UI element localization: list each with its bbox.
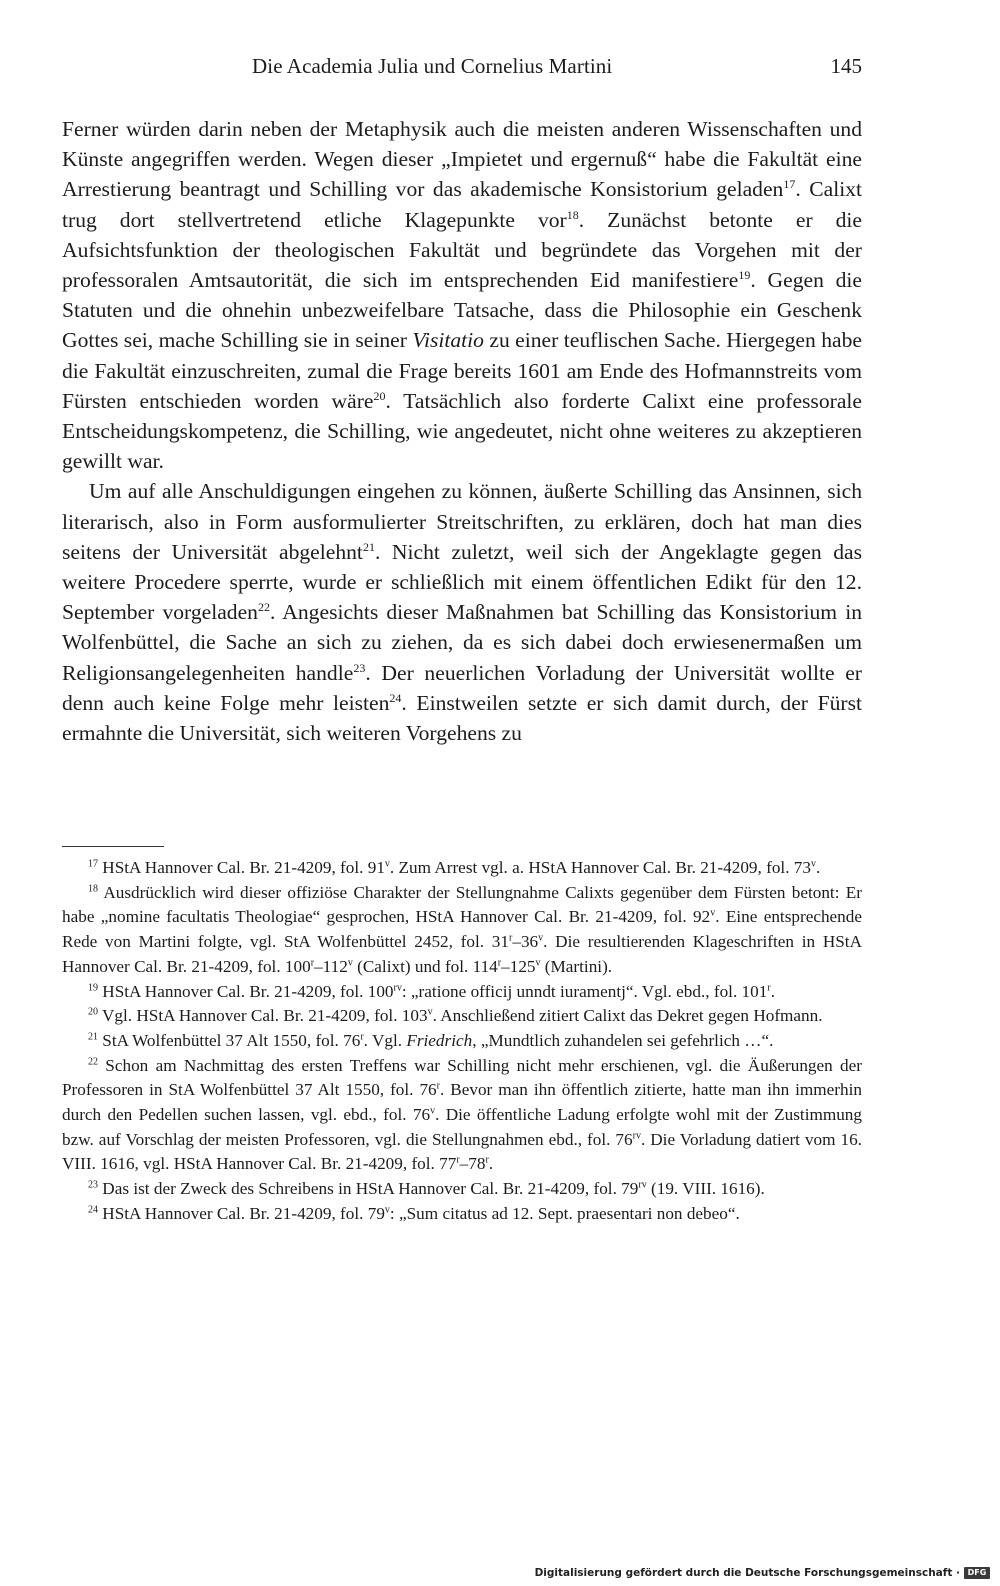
footnote-ref-18: 18 — [566, 207, 579, 222]
text-run: . Eine entsprechende Rede von Martini folgte, vgl. StA Wolfenbüttel 2452, fol. 31 — [62, 907, 862, 952]
folio-side: r — [456, 1154, 460, 1166]
text-run: (Calixt) und fol. 114 — [352, 956, 498, 976]
footnote-18 — [62, 881, 862, 980]
footnote-ref-17: 17 — [783, 177, 796, 192]
footnote-ref-22: 22 — [257, 600, 270, 615]
footnote-ref-21: 21 — [362, 539, 375, 554]
footnotes — [62, 856, 862, 1227]
folio-side: v — [384, 1204, 390, 1216]
text-run: . Einstweilen setzte er sich damit durch, der Fürst ermahnte die Universität, sich weiteren Vorgehens zu — [62, 690, 862, 746]
text-run: . Die Vorladung datiert vom 16. VIII. 1616, vgl. HStA Hannover Cal. Br. 21-4209, fol. 77 — [62, 1129, 862, 1174]
folio-side: rv — [393, 981, 402, 993]
text-run: . — [815, 858, 821, 877]
footnote-mark: 18 — [88, 882, 98, 894]
running-title: Die Academia Julia und Cornelius Martini — [252, 54, 613, 78]
text-run: –36 — [512, 932, 539, 952]
footnote-24 — [62, 1202, 862, 1227]
paragraph-2 — [62, 476, 862, 748]
footnote-21 — [62, 1029, 862, 1054]
footnote-ref-19: 19 — [738, 267, 751, 282]
footnote-20 — [62, 1004, 862, 1029]
text-run: –112 — [314, 956, 348, 976]
text-run: HStA Hannover Cal. Br. 21-4209, fol. 91 — [98, 858, 385, 877]
dfg-logo: DFG — [964, 1567, 990, 1579]
text-run: –78 — [459, 1154, 486, 1174]
folio-side: v — [427, 1006, 433, 1018]
text-run: : „ratione officij unndt iuramentj“. Vgl. ebd., fol. 101 — [401, 981, 768, 1001]
folio-side: rv — [638, 1179, 647, 1191]
footnote-mark: 23 — [88, 1179, 98, 1191]
footnote-mark: 20 — [88, 1006, 98, 1018]
folio-side: v — [535, 957, 541, 969]
footnote-ref-24: 24 — [389, 690, 402, 705]
text-run: . Angesichts dieser Maßnahmen bat Schilling das Konsistorium in Wolfenbüttel, die Sache an sich zu ziehen, da es sich dabei doch erwiesenermaßen um Religionsangelegenheiten handle — [62, 600, 862, 685]
text-run: Um auf alle Anschuldigungen eingehen zu können, äußerte Schilling das Ansinnen, sich literarisch, also in Form ausformulierter Streitschriften, zu erklären, doch hat man dies seitens der Universität abgelehnt — [62, 479, 862, 564]
folio-side: r — [310, 957, 315, 969]
text-run: . Zum Arrest vgl. a. HStA Hannover Cal. Br. 21-4209, fol. 73 — [389, 858, 811, 877]
folio-side: r — [767, 981, 771, 993]
text-run: Das ist der Zweck des Schreibens in HStA Hannover Cal. Br. 21-4209, fol. 79 — [98, 1179, 639, 1199]
text-run: , „Mundtlich zuhandelen sei gefehrlich …“. — [472, 1030, 774, 1050]
footnote-mark: 17 — [88, 858, 98, 870]
folio-side: r — [497, 957, 502, 969]
footnote-divider — [62, 846, 164, 847]
footnote-mark: 21 — [88, 1031, 98, 1043]
text-run: . — [488, 1154, 494, 1174]
text-run: –125 — [501, 956, 536, 976]
folio-side: v — [347, 957, 353, 969]
text-run: (19. VIII. 1616). — [646, 1179, 765, 1199]
text-run: . Die öffentliche Ladung erfolgte wohl mit der Zustimmung bzw. auf Vorschlag der meisten Professoren, vgl. die Stellungnahmen ebd., fol. 76 — [62, 1105, 862, 1149]
text-run: HStA Hannover Cal. Br. 21-4209, fol. 100 — [98, 981, 394, 1001]
text-run: . Die resultierenden Klageschriften in HStA Hannover Cal. Br. 21-4209, fol. 100 — [62, 932, 862, 976]
folio-side: v — [538, 932, 544, 944]
text-run: . Nicht zuletzt, weil sich der Angeklagte gegen das weitere Procedere sperrte, wurde er schließlich mit einem öffentlichen Edikt für den 12. September vorgeladen — [62, 539, 862, 625]
author-name: Friedrich — [406, 1030, 473, 1050]
folio-side: v — [430, 1105, 436, 1117]
text-run: : „Sum citatus ad 12. Sept. praesentari non debeo“. — [389, 1203, 740, 1223]
text-run: zu einer teuflischen Sache. Hiergegen habe die Fakultät einzuschreiten, zumal die Frage bereits 1601 am Ende des Hofmannstreits vom Fürsten entschieden worden wäre — [62, 328, 862, 413]
folio-side: v — [810, 858, 816, 870]
footer-text: Digitalisierung gefördert durch die Deutsche Forschungsgemeinschaft · — [534, 1567, 960, 1579]
footnote-23 — [62, 1177, 862, 1202]
folio-side: r — [509, 932, 513, 944]
text-run: . — [770, 981, 775, 1001]
footnote-ref-20: 20 — [373, 388, 386, 403]
text-run: Vgl. HStA Hannover Cal. Br. 21-4209, fol. 103 — [98, 1006, 428, 1026]
paragraph-1 — [62, 114, 862, 476]
folio-side: rv — [632, 1130, 641, 1141]
text-run: . Vgl. — [363, 1030, 407, 1050]
text-run: . Anschließend zitiert Calixt das Dekret gegen Hofmann. — [432, 1006, 823, 1026]
running-header — [62, 54, 862, 88]
footnote-mark: 22 — [88, 1055, 98, 1067]
footnote-17 — [62, 856, 862, 881]
folio-side: r — [485, 1154, 489, 1166]
body-text — [62, 114, 862, 748]
text-run: Schon am Nachmittag des ersten Treffens war Schilling nicht mehr erschienen, vgl. die Äußerungen der Professoren in StA Wolfenbüttel 37 Alt 1550, fol. 76 — [62, 1055, 862, 1100]
footnote-22 — [62, 1054, 862, 1178]
footnote-ref-23: 23 — [353, 660, 366, 675]
footnote-mark: 24 — [88, 1204, 98, 1216]
text-run: . Gegen die Statuten und die ohnehin unbezweifelbare Tatsache, dass die Philosophie ein Geschenk Gottes sei, mache Schilling sie in seiner — [62, 268, 862, 353]
footnote-19 — [62, 980, 862, 1005]
text-run: . Calixt trug dort stellvertretend etliche Klagepunkte vor — [62, 177, 862, 232]
text-run: HStA Hannover Cal. Br. 21-4209, fol. 79 — [98, 1203, 385, 1223]
italic-title: Visitatio — [412, 328, 484, 353]
digitization-footer — [535, 1566, 990, 1580]
text-run: . Der neuerlichen Vorladung der Universität wollte er denn auch keine Folge mehr leisten — [62, 660, 862, 715]
page-number: 145 — [830, 54, 862, 78]
text-run: . Tatsächlich also forderte Calixt eine professorale Entscheidungskompetenz, die Schilling, wie angedeutet, nicht ohne weiteres zu akzeptieren gewillt war. — [62, 388, 862, 474]
folio-side: r — [436, 1080, 440, 1092]
text-run: StA Wolfenbüttel 37 Alt 1550, fol. 76 — [98, 1030, 361, 1050]
folio-side: r — [360, 1031, 364, 1043]
text-run: Ausdrücklich wird dieser offiziöse Charakter der Stellungnahme Calixts gegenüber dem Fürsten betont: Er habe „nomine facultatis Theologiae“ gesprochen, HStA Hannover Cal. Br. 21-4209, fol. 92 — [62, 882, 862, 927]
text-run: . Bevor man ihn öffentlich zitierte, hatte man ihn immerhin durch den Pedellen suchen lassen, vgl. ebd., fol. 76 — [62, 1080, 862, 1125]
footnote-mark: 19 — [88, 981, 98, 993]
text-run: Ferner würden darin neben der Metaphysik auch die meisten anderen Wissenschaften und Künste angegriffen werden. Wegen dieser „Impietet und ergernuß“ habe die Fakultät eine Arrestierung beantragt und Schilling vor das akademische Konsistorium geladen — [62, 117, 862, 202]
text-run: . Zunächst betonte er die Aufsichtsfunktion der theologischen Fakultät und begründete das Vorgehen mit der professoralen Amtsautorität, die sich im entsprechenden Eid manifestiere — [62, 207, 863, 293]
folio-side: v — [710, 907, 716, 919]
folio-side: v — [384, 858, 390, 870]
text-run: (Martini). — [540, 956, 613, 976]
